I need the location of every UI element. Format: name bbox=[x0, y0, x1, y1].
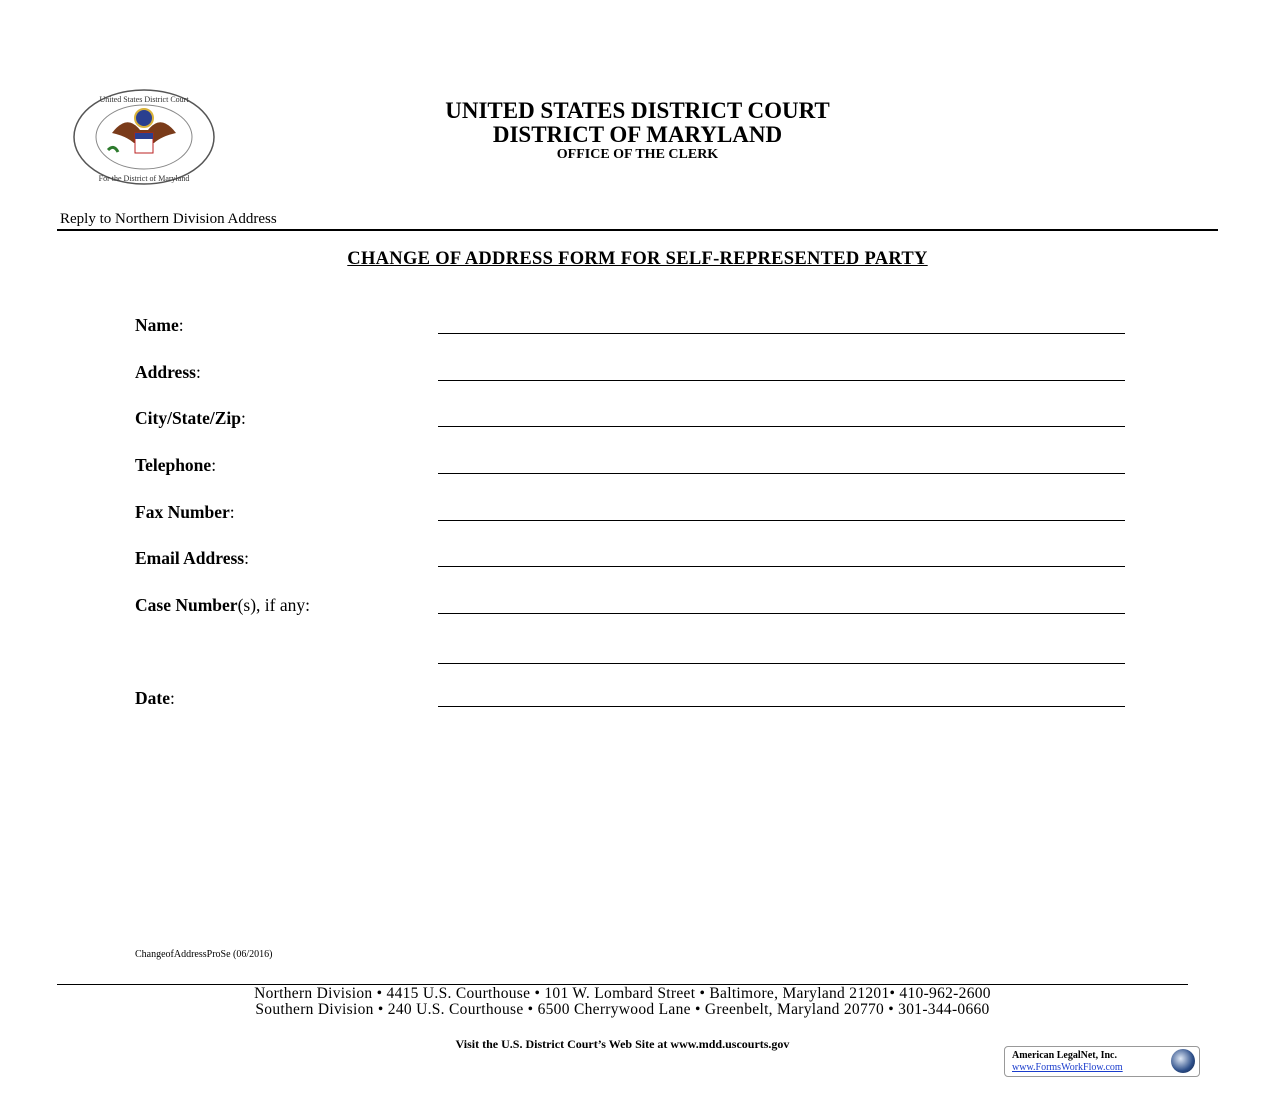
field-label-suffix: : bbox=[178, 315, 184, 335]
field-label-suffix: : bbox=[229, 502, 235, 522]
field-label bbox=[135, 362, 201, 383]
field-label-text: Case Number bbox=[135, 595, 238, 615]
svg-text:United States District Court: United States District Court bbox=[99, 95, 189, 104]
field-blank-line[interactable] bbox=[438, 333, 1125, 334]
svg-text:For the District of Maryland: For the District of Maryland bbox=[98, 174, 190, 183]
southern-division-address: Southern Division • 240 U.S. Courthouse • 6500 Cherrywood Lane • Greenbelt, Maryland 20770 • 301-344-0660 bbox=[255, 1001, 990, 1018]
field-label-suffix: : bbox=[244, 548, 249, 568]
field-label bbox=[135, 548, 249, 569]
field-label-text: Name bbox=[135, 315, 179, 335]
field-label bbox=[135, 595, 310, 616]
legalnet-badge[interactable] bbox=[1004, 1046, 1200, 1077]
field-blank-line[interactable] bbox=[438, 426, 1125, 427]
field-blank-line[interactable] bbox=[438, 380, 1125, 381]
globe-icon bbox=[1171, 1049, 1195, 1073]
field-label-suffix: : bbox=[240, 408, 246, 428]
field-label bbox=[135, 502, 235, 523]
website-note: Visit the U.S. District Court’s Web Site at www.mdd.uscourts.gov bbox=[455, 1037, 790, 1051]
divider bbox=[57, 229, 1218, 231]
office-name: OFFICE OF THE CLERK bbox=[556, 147, 719, 162]
field-label-suffix: : bbox=[211, 455, 217, 475]
field-label bbox=[135, 688, 175, 709]
field-blank-line[interactable] bbox=[438, 613, 1125, 614]
field-label-text: Telephone bbox=[135, 455, 212, 475]
badge-link[interactable]: www.FormsWorkFlow.com bbox=[1012, 1062, 1123, 1073]
field-label-suffix: : bbox=[195, 362, 201, 382]
field-label-suffix: (s), if any: bbox=[237, 595, 310, 615]
field-label bbox=[135, 408, 246, 429]
field-label-text: Date bbox=[135, 688, 170, 708]
field-label bbox=[135, 315, 184, 336]
northern-division-address: Northern Division • 4415 U.S. Courthouse • 101 W. Lombard Street • Baltimore, Maryland 21201• 410-962-2600 bbox=[254, 985, 991, 1002]
field-blank-line[interactable] bbox=[438, 566, 1125, 567]
form-title: CHANGE OF ADDRESS FORM FOR SELF-REPRESENTED PARTY bbox=[347, 249, 928, 269]
field-blank-line[interactable] bbox=[438, 663, 1125, 664]
field-label-suffix: : bbox=[169, 688, 175, 708]
reply-note: Reply to Northern Division Address bbox=[60, 211, 277, 227]
field-label-text: Email Address bbox=[135, 548, 245, 568]
form-code: ChangeofAddressProSe (06/2016) bbox=[135, 949, 273, 960]
field-blank-line[interactable] bbox=[438, 473, 1125, 474]
field-label-text: City/State/Zip bbox=[135, 408, 241, 428]
field-blank-line[interactable] bbox=[438, 520, 1125, 521]
field-label bbox=[135, 455, 216, 476]
district-name: DISTRICT OF MARYLAND bbox=[492, 122, 783, 147]
field-label-text: Fax Number bbox=[135, 502, 230, 522]
badge-company: American LegalNet, Inc. bbox=[1012, 1050, 1117, 1061]
court-name: UNITED STATES DISTRICT COURT bbox=[445, 98, 830, 123]
field-blank-line[interactable] bbox=[438, 706, 1125, 707]
field-label-text: Address bbox=[135, 362, 196, 382]
